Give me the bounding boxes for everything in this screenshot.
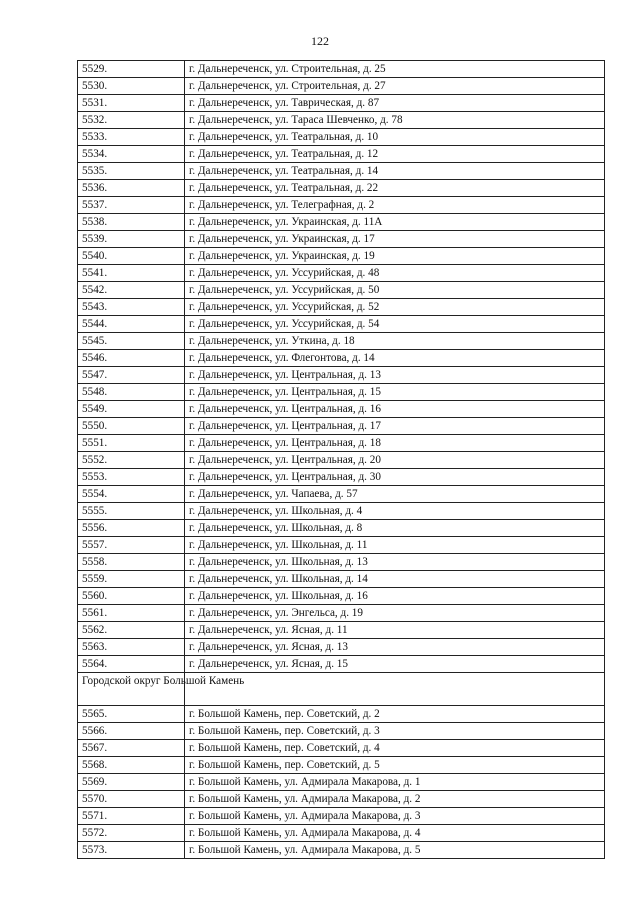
row-number: 5548.	[78, 384, 185, 401]
table-row	[78, 180, 605, 197]
row-number: 5544.	[78, 316, 185, 333]
table-row	[78, 316, 605, 333]
table-row	[78, 384, 605, 401]
row-address: г. Дальнереченск, ул. Театральная, д. 12	[185, 146, 605, 163]
row-address: г. Большой Камень, пер. Советский, д. 4	[185, 740, 605, 757]
table-row	[78, 197, 605, 214]
row-number: 5549.	[78, 401, 185, 418]
row-number: 5532.	[78, 112, 185, 129]
row-address: г. Дальнереченск, ул. Театральная, д. 10	[185, 129, 605, 146]
row-number: 5533.	[78, 129, 185, 146]
row-number: 5558.	[78, 554, 185, 571]
table-row	[78, 350, 605, 367]
row-address: г. Дальнереченск, ул. Школьная, д. 13	[185, 554, 605, 571]
row-number: 5573.	[78, 842, 185, 859]
row-number: 5531.	[78, 95, 185, 112]
row-number: 5535.	[78, 163, 185, 180]
table-row	[78, 265, 605, 282]
table-row	[78, 791, 605, 808]
table-row	[78, 163, 605, 180]
row-number: 5529.	[78, 61, 185, 78]
row-address: г. Большой Камень, ул. Адмирала Макарова, д. 1	[185, 774, 605, 791]
table-row	[78, 706, 605, 723]
row-address: г. Дальнереченск, ул. Центральная, д. 16	[185, 401, 605, 418]
row-number: 5538.	[78, 214, 185, 231]
section-label: Городской округ Большой Камень	[78, 673, 185, 706]
row-address: г. Большой Камень, пер. Советский, д. 3	[185, 723, 605, 740]
row-address: г. Дальнереченск, ул. Школьная, д. 16	[185, 588, 605, 605]
row-number: 5566.	[78, 723, 185, 740]
row-address: г. Дальнереченск, ул. Телеграфная, д. 2	[185, 197, 605, 214]
row-number: 5551.	[78, 435, 185, 452]
row-number: 5541.	[78, 265, 185, 282]
page-number: 122	[311, 34, 329, 48]
table-row	[78, 146, 605, 163]
table-body-before	[78, 61, 605, 673]
table-row	[78, 622, 605, 639]
row-number: 5572.	[78, 825, 185, 842]
table-row	[78, 248, 605, 265]
row-address: г. Большой Камень, ул. Адмирала Макарова, д. 3	[185, 808, 605, 825]
row-address: г. Дальнереченск, ул. Центральная, д. 13	[185, 367, 605, 384]
row-address: г. Дальнереченск, ул. Флегонтова, д. 14	[185, 350, 605, 367]
row-number: 5556.	[78, 520, 185, 537]
row-number: 5562.	[78, 622, 185, 639]
table-row	[78, 740, 605, 757]
row-address: г. Дальнереченск, ул. Чапаева, д. 57	[185, 486, 605, 503]
row-number: 5537.	[78, 197, 185, 214]
table-row	[78, 214, 605, 231]
table-row	[78, 418, 605, 435]
table-section	[78, 673, 605, 706]
table-row	[78, 723, 605, 740]
table-row	[78, 61, 605, 78]
row-number: 5568.	[78, 757, 185, 774]
row-address: г. Дальнереченск, ул. Ясная, д. 15	[185, 656, 605, 673]
row-address: г. Дальнереченск, ул. Таврическая, д. 87	[185, 95, 605, 112]
row-address: г. Дальнереченск, ул. Школьная, д. 4	[185, 503, 605, 520]
table-row	[78, 486, 605, 503]
table-row	[78, 282, 605, 299]
row-number: 5564.	[78, 656, 185, 673]
row-number: 5536.	[78, 180, 185, 197]
table-row	[78, 401, 605, 418]
row-number: 5570.	[78, 791, 185, 808]
table-row	[78, 588, 605, 605]
row-address: г. Дальнереченск, ул. Тараса Шевченко, д. 78	[185, 112, 605, 129]
table-row	[78, 520, 605, 537]
row-address: г. Дальнереченск, ул. Уссурийская, д. 52	[185, 299, 605, 316]
row-number: 5559.	[78, 571, 185, 588]
row-address: г. Дальнереченск, ул. Строительная, д. 25	[185, 61, 605, 78]
row-address: г. Большой Камень, ул. Адмирала Макарова, д. 2	[185, 791, 605, 808]
row-number: 5542.	[78, 282, 185, 299]
row-address: г. Дальнереченск, ул. Уссурийская, д. 48	[185, 265, 605, 282]
row-address: г. Дальнереченск, ул. Центральная, д. 17	[185, 418, 605, 435]
row-address: г. Дальнереченск, ул. Центральная, д. 18	[185, 435, 605, 452]
table-row	[78, 571, 605, 588]
table-row	[78, 656, 605, 673]
row-address: г. Дальнереченск, ул. Украинская, д. 17	[185, 231, 605, 248]
row-number: 5550.	[78, 418, 185, 435]
table-row	[78, 299, 605, 316]
row-address: г. Дальнереченск, ул. Центральная, д. 30	[185, 469, 605, 486]
row-number: 5540.	[78, 248, 185, 265]
table-row	[78, 639, 605, 656]
row-address: г. Дальнереченск, ул. Школьная, д. 8	[185, 520, 605, 537]
table-row	[78, 78, 605, 95]
row-number: 5553.	[78, 469, 185, 486]
row-number: 5561.	[78, 605, 185, 622]
row-address: г. Дальнереченск, ул. Школьная, д. 14	[185, 571, 605, 588]
row-number: 5530.	[78, 78, 185, 95]
table-row	[78, 469, 605, 486]
row-number: 5552.	[78, 452, 185, 469]
row-address: г. Дальнереченск, ул. Украинская, д. 19	[185, 248, 605, 265]
row-address: г. Дальнереченск, ул. Уткина, д. 18	[185, 333, 605, 350]
table-row	[78, 825, 605, 842]
table-row	[78, 367, 605, 384]
section-empty-cell	[185, 673, 605, 706]
table-row	[78, 112, 605, 129]
row-number: 5571.	[78, 808, 185, 825]
table-row	[78, 554, 605, 571]
row-address: г. Дальнереченск, ул. Энгельса, д. 19	[185, 605, 605, 622]
row-number: 5569.	[78, 774, 185, 791]
row-number: 5563.	[78, 639, 185, 656]
row-address: г. Дальнереченск, ул. Уссурийская, д. 50	[185, 282, 605, 299]
table-row	[78, 231, 605, 248]
row-number: 5539.	[78, 231, 185, 248]
table-row	[78, 757, 605, 774]
row-number: 5555.	[78, 503, 185, 520]
row-number: 5567.	[78, 740, 185, 757]
row-address: г. Дальнереченск, ул. Украинская, д. 11А	[185, 214, 605, 231]
row-number: 5543.	[78, 299, 185, 316]
address-table	[77, 60, 605, 859]
row-address: г. Дальнереченск, ул. Ясная, д. 11	[185, 622, 605, 639]
table-row	[78, 808, 605, 825]
row-address: г. Дальнереченск, ул. Театральная, д. 22	[185, 180, 605, 197]
row-number: 5560.	[78, 588, 185, 605]
table-row	[78, 333, 605, 350]
section-row	[78, 673, 605, 706]
row-number: 5554.	[78, 486, 185, 503]
row-number: 5534.	[78, 146, 185, 163]
row-number: 5546.	[78, 350, 185, 367]
row-address: г. Дальнереченск, ул. Ясная, д. 13	[185, 639, 605, 656]
table-row	[78, 452, 605, 469]
row-address: г. Дальнереченск, ул. Школьная, д. 11	[185, 537, 605, 554]
row-address: г. Большой Камень, ул. Адмирала Макарова, д. 5	[185, 842, 605, 859]
table-row	[78, 605, 605, 622]
table-body-after	[78, 706, 605, 859]
table-row	[78, 774, 605, 791]
row-number: 5565.	[78, 706, 185, 723]
table-row	[78, 435, 605, 452]
row-address: г. Дальнереченск, ул. Строительная, д. 27	[185, 78, 605, 95]
row-number: 5547.	[78, 367, 185, 384]
row-address: г. Большой Камень, ул. Адмирала Макарова, д. 4	[185, 825, 605, 842]
table-row	[78, 503, 605, 520]
row-address: г. Дальнереченск, ул. Центральная, д. 20	[185, 452, 605, 469]
row-number: 5545.	[78, 333, 185, 350]
table-row	[78, 842, 605, 859]
row-address: г. Дальнереченск, ул. Театральная, д. 14	[185, 163, 605, 180]
table-row	[78, 537, 605, 554]
row-number: 5557.	[78, 537, 185, 554]
row-address: г. Большой Камень, пер. Советский, д. 2	[185, 706, 605, 723]
table-row	[78, 129, 605, 146]
table-row	[78, 95, 605, 112]
row-address: г. Дальнереченск, ул. Уссурийская, д. 54	[185, 316, 605, 333]
row-address: г. Большой Камень, пер. Советский, д. 5	[185, 757, 605, 774]
row-address: г. Дальнереченск, ул. Центральная, д. 15	[185, 384, 605, 401]
